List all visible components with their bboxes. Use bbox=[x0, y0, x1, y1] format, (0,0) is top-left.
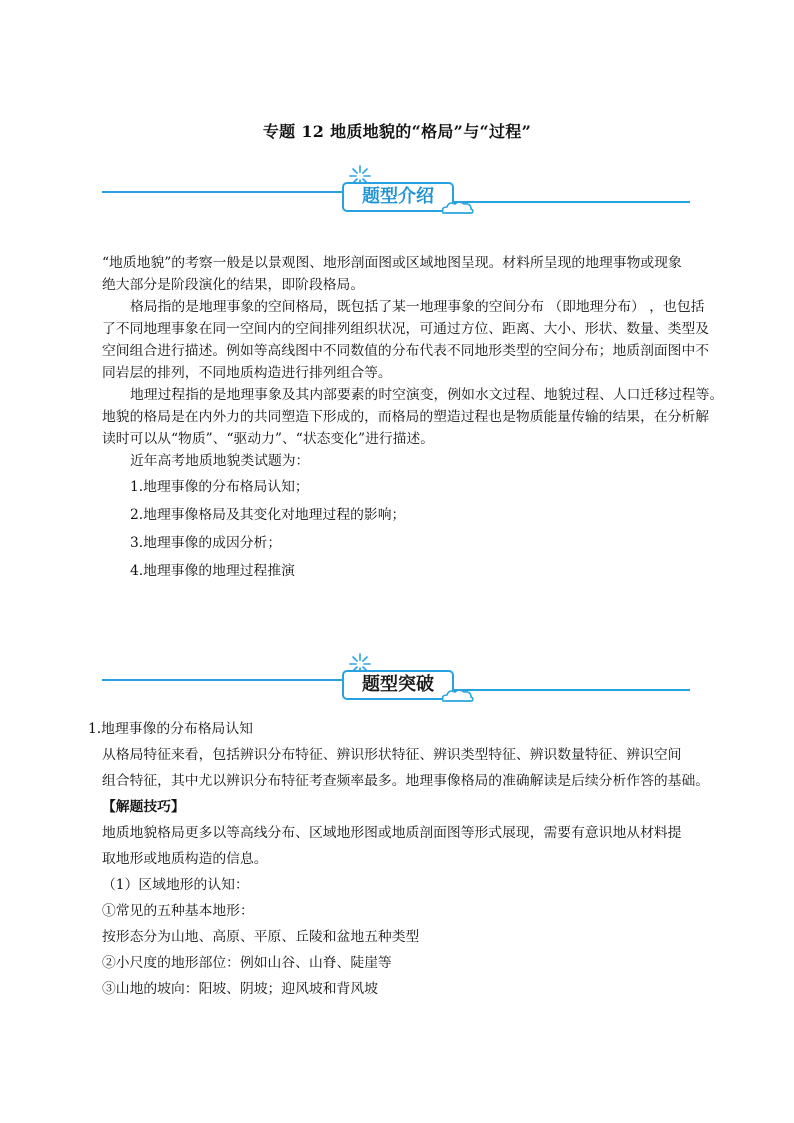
intro-paragraph-3-line-3: 读时可以从“物质”、“驱动力”、“状态变化”进行描述。 bbox=[102, 431, 435, 447]
banner-title-intro: 题型介绍 bbox=[342, 182, 454, 212]
page-title: 专题 12 地质地貌的“格局”与“过程” bbox=[262, 122, 532, 141]
intro-paragraph-1-line-2: 绝大部分是阶段演化的结果，即阶段格局。 bbox=[102, 277, 365, 293]
banner-title-breakthrough: 题型突破 bbox=[342, 670, 454, 700]
tips-heading: 【解题技巧】 bbox=[102, 799, 185, 815]
cloud-icon bbox=[439, 199, 475, 215]
breakthrough-paragraph-1-line-2: 组合特征，其中尤以辨识分布特征考查频率最多。地理事像格局的准确解读是后续分析作答的基础。 bbox=[102, 773, 710, 789]
intro-paragraph-2-line-1: 格局指的是地理事象的空间格局，既包括了某一地理事象的空间分布 （即地理分布） ，也包括 bbox=[130, 299, 705, 315]
intro-list-item-1: 1.地理事像的分布格局认知； bbox=[130, 479, 309, 495]
list-circled-2: ②小尺度的地形部位：例如山谷、山脊、陡崖等 bbox=[102, 955, 392, 971]
intro-paragraph-2-line-2: 了不同地理事象在同一空间内的空间排列组织状况，可通过方位、距离、大小、形状、数量、类型及 bbox=[102, 321, 710, 337]
intro-list-item-4: 4.地理事像的地理过程推演 bbox=[130, 563, 295, 579]
intro-list-item-3: 3.地理事像的成因分析； bbox=[130, 535, 282, 551]
breakthrough-paragraph-2-line-1: 地质地貌格局更多以等高线分布、区域地形图或地质剖面图等形式展现，需要有意识地从材料提 bbox=[102, 825, 682, 841]
banner-line-right bbox=[450, 201, 690, 203]
section-banner-breakthrough bbox=[102, 656, 690, 702]
breakthrough-heading: 1.地理事像的分布格局认知 bbox=[88, 721, 253, 737]
intro-list-item-2: 2.地理事像格局及其变化对地理过程的影响； bbox=[130, 507, 406, 523]
breakthrough-paragraph-1-line-1: 从格局特征来看，包括辨识分布特征、辨识形状特征、辨识类型特征、辨识数量特征、辨识空间 bbox=[102, 747, 682, 763]
intro-paragraph-4: 近年高考地质地貌类试题为： bbox=[130, 453, 310, 469]
list-circled-1: ①常见的五种基本地形： bbox=[102, 903, 254, 919]
banner-line-right bbox=[450, 689, 690, 691]
banner-line-left bbox=[102, 191, 342, 193]
intro-body bbox=[102, 252, 724, 582]
cloud-icon bbox=[439, 687, 475, 703]
intro-paragraph-2-line-3: 空间组合进行描述。例如等高线图中不同数值的分布代表不同地形类型的空间分布；地质剖面图中不 bbox=[102, 343, 710, 359]
breakthrough-paragraph-2-line-2: 取地形或地质构造的信息。 bbox=[102, 851, 268, 867]
breakthrough-body bbox=[88, 718, 722, 1000]
intro-paragraph-1-line-1: “地质地貌”的考察一般是以景观图、地形剖面图或区域地图呈现。材料所呈现的地理事物或现象 bbox=[102, 255, 682, 271]
banner-line-left bbox=[102, 679, 342, 681]
intro-paragraph-2-line-4: 同岩层的排列，不同地质构造进行排列组合等。 bbox=[102, 365, 392, 381]
subheading-regional-terrain: （1）区域地形的认知： bbox=[102, 877, 249, 893]
section-banner-intro bbox=[102, 168, 690, 214]
list-circled-3: ③山地的坡向：阳坡、阴坡；迎风坡和背风坡 bbox=[102, 981, 378, 997]
list-circled-1-detail: 按形态分为山地、高原、平原、丘陵和盆地五种类型 bbox=[102, 929, 420, 945]
intro-paragraph-3-line-2: 地貌的格局是在内外力的共同塑造下形成的，而格局的塑造过程也是物质能量传输的结果，在分析解 bbox=[102, 409, 710, 425]
intro-paragraph-3-line-1: 地理过程指的是地理事象及其内部要素的时空演变，例如水文过程、地貌过程、人口迁移过程等。 bbox=[130, 387, 724, 403]
